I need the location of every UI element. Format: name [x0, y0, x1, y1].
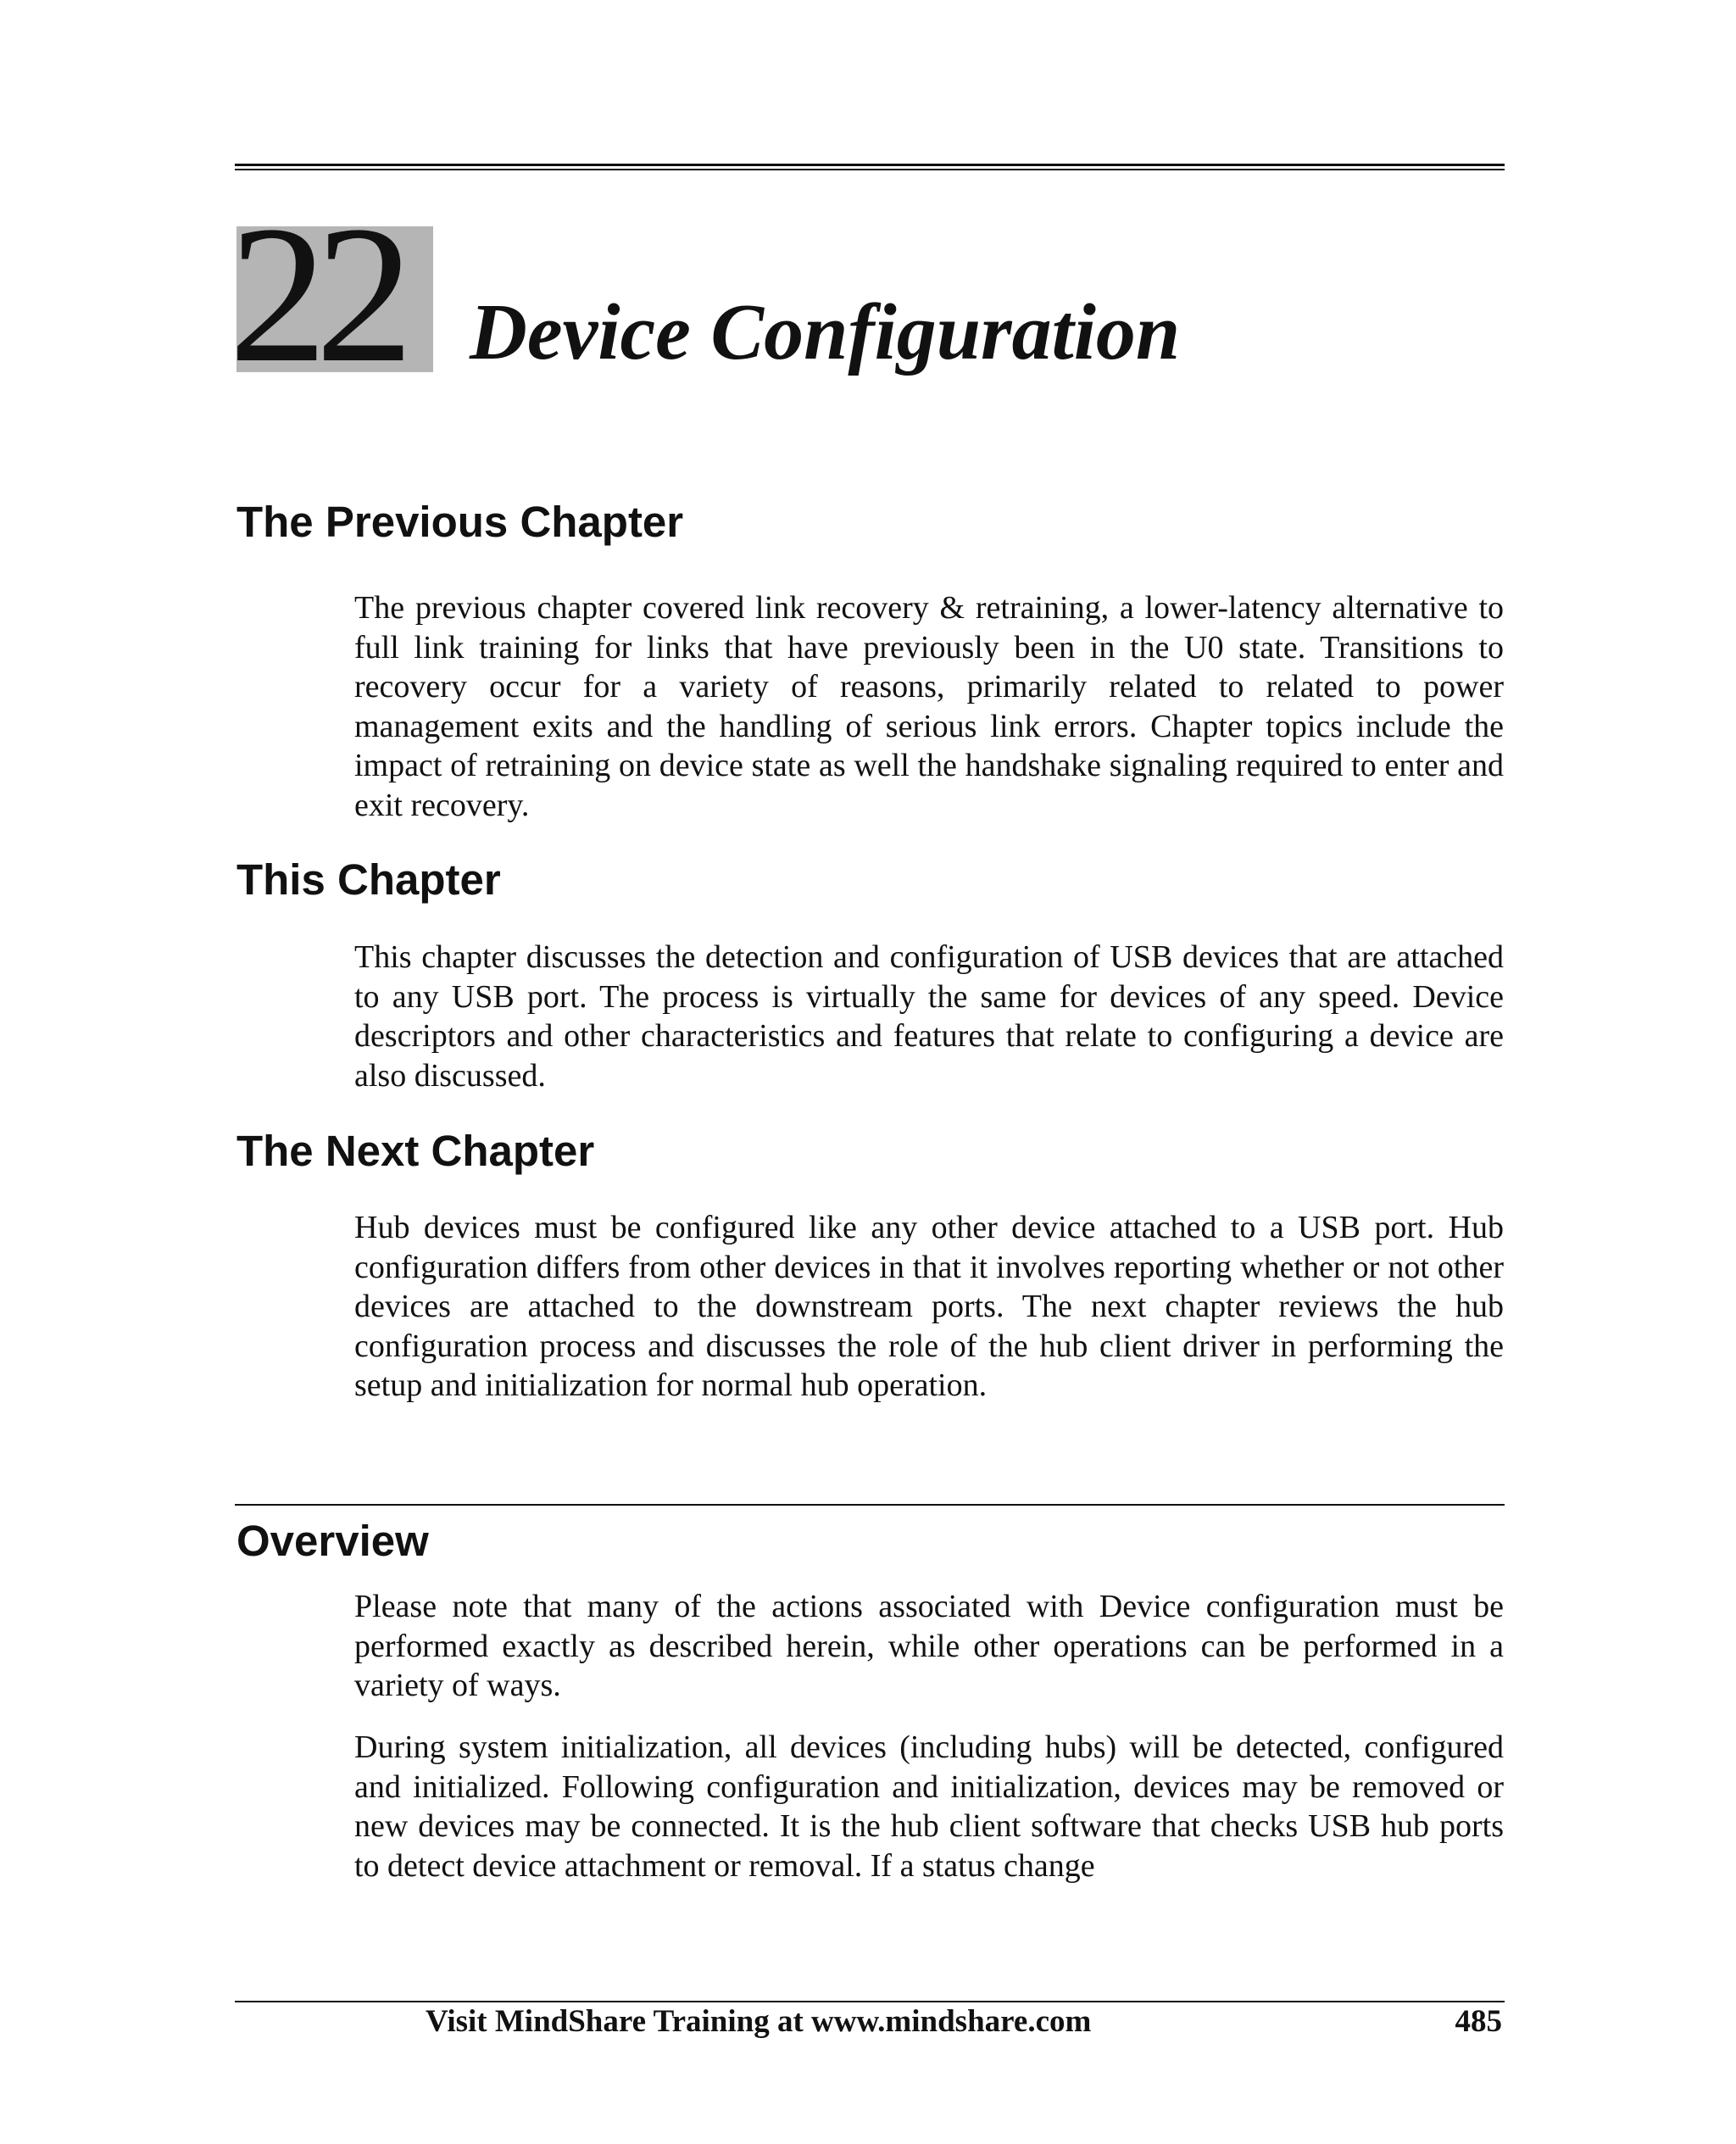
heading-next-chapter: The Next Chapter	[236, 1127, 595, 1175]
paragraph-overview-1: Please note that many of the actions associated with Device configuration must be performed exactly as described herein, while other operations can be performed in a variety of ways.	[354, 1589, 1504, 1703]
heading-this-chapter: This Chapter	[236, 855, 501, 904]
footer-text: Visit MindShare Training at www.mindshare.com	[426, 2004, 1092, 2039]
heading-overview: Overview	[236, 1517, 429, 1565]
section-divider	[235, 1504, 1505, 1506]
page-number: 485	[1455, 2004, 1502, 2039]
paragraph-next-chapter: Hub devices must be configured like any other device attached to a USB port. Hub configuration differs from other devices in that it involves reporting whether or not other devices are attached to the downstream ports. The next chapter reviews the hub configuration process and discusses the role of the hub client driver in performing the setup and initialization for normal hub operation.	[354, 1210, 1504, 1403]
paragraph-overview-2: During system initialization, all devices (including hubs) will be detected, configured and initialized. Following configuration and initialization, devices may be removed or new devices may be connected. It is the hub client software that checks USB hub ports to detect device attachment or removal. If a status change	[354, 1729, 1504, 1884]
chapter-title: Device Configuration	[470, 288, 1181, 376]
chapter-number: 22	[229, 186, 402, 404]
paragraph-this-chapter: This chapter discusses the detection and configuration of USB devices that are attached to any USB port. The process is virtually the same for devices of any speed. Device descriptors and other characteristics and features that relate to configuring a device are also discussed.	[354, 939, 1504, 1094]
top-rule	[235, 164, 1505, 170]
paragraph-previous-chapter: The previous chapter covered link recovery & retraining, a lower-latency alternative to full link training for links that have previously been in the U0 state. Transitions to recovery occur for a variety of reasons, primarily related to related to power management exits and the handling of serious link errors. Chapter topics include the impact of retraining on device state as well the handshake signaling required to enter and exit recovery.	[354, 590, 1504, 823]
footer-rule	[235, 2001, 1505, 2002]
heading-previous-chapter: The Previous Chapter	[236, 498, 684, 546]
